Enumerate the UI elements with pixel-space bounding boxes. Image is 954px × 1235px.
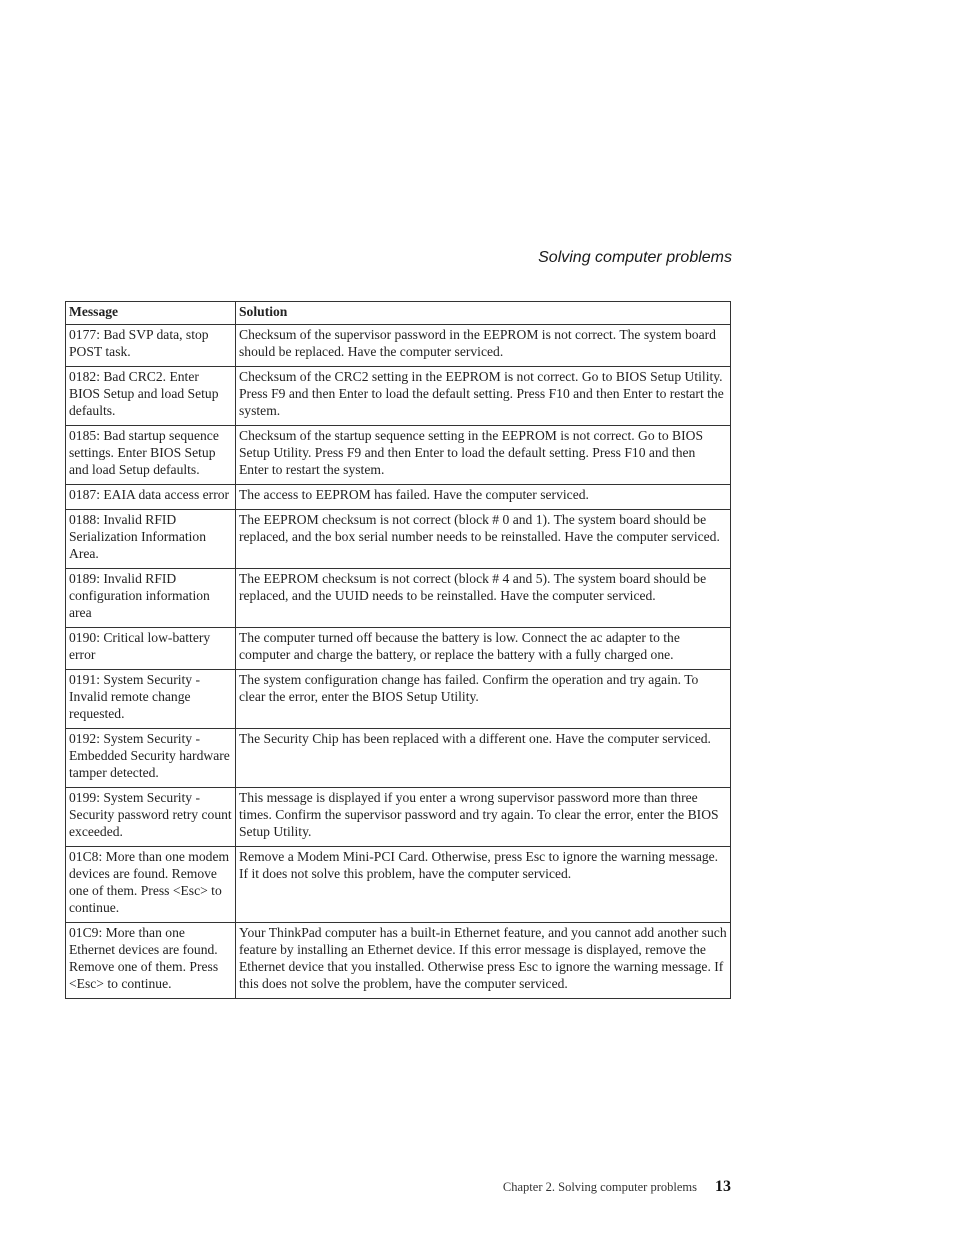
table-row xyxy=(66,670,731,729)
running-head-title: Solving computer problems xyxy=(538,249,732,266)
column-header-message: Message xyxy=(66,302,236,325)
message-cell: 0189: Invalid RFID configuration information area xyxy=(66,569,236,628)
table-row xyxy=(66,569,731,628)
column-header-solution: Solution xyxy=(236,302,731,325)
page-number: 13 xyxy=(715,1178,731,1195)
table-row xyxy=(66,729,731,788)
solution-cell: The EEPROM checksum is not correct (block # 0 and 1). The system board should be replaced, and the box serial number needs to be reinstalled. Have the computer serviced. xyxy=(236,510,731,569)
table-row xyxy=(66,923,731,999)
table-row xyxy=(66,628,731,670)
error-message-table xyxy=(65,301,731,999)
solution-cell: Checksum of the startup sequence setting in the EEPROM is not correct. Go to BIOS Setup Utility. Press F9 and then Enter to load the default setting. Press F10 and then Enter to restart the system. xyxy=(236,426,731,485)
table-body xyxy=(66,325,731,999)
message-cell: 01C9: More than one Ethernet devices are found. Remove one of them. Press <Esc> to continue. xyxy=(66,923,236,999)
table-row xyxy=(66,485,731,510)
solution-cell: Checksum of the supervisor password in the EEPROM is not correct. The system board should be replaced. Have the computer serviced. xyxy=(236,325,731,367)
table-row xyxy=(66,325,731,367)
solution-cell: The access to EEPROM has failed. Have the computer serviced. xyxy=(236,485,731,510)
solution-cell: Checksum of the CRC2 setting in the EEPROM is not correct. Go to BIOS Setup Utility. Press F9 and then Enter to load the default setting. Press F10 and then Enter to restart the system. xyxy=(236,367,731,426)
message-cell: 0182: Bad CRC2. Enter BIOS Setup and load Setup defaults. xyxy=(66,367,236,426)
table-header-row xyxy=(66,302,731,325)
solution-cell: The Security Chip has been replaced with a different one. Have the computer serviced. xyxy=(236,729,731,788)
message-cell: 0185: Bad startup sequence settings. Enter BIOS Setup and load Setup defaults. xyxy=(66,426,236,485)
solution-cell: This message is displayed if you enter a wrong supervisor password more than three times. Confirm the supervisor password and try again. To clear the error, enter the BIOS Setup Utility. xyxy=(236,788,731,847)
solution-cell: Your ThinkPad computer has a built-in Ethernet feature, and you cannot add another such feature by installing an Ethernet device. If this error message is displayed, remove the Ethernet device that you installed. Otherwise press Esc to ignore the warning message. If this does not solve the problem, have the computer serviced. xyxy=(236,923,731,999)
solution-cell: The EEPROM checksum is not correct (block # 4 and 5). The system board should be replaced, and the UUID needs to be reinstalled. Have the computer serviced. xyxy=(236,569,731,628)
table-row xyxy=(66,510,731,569)
message-cell: 0191: System Security - Invalid remote change requested. xyxy=(66,670,236,729)
message-cell: 0199: System Security - Security password retry count exceeded. xyxy=(66,788,236,847)
table-header xyxy=(66,302,731,325)
solution-cell: Remove a Modem Mini-PCI Card. Otherwise, press Esc to ignore the warning message. If it does not solve this problem, have the computer serviced. xyxy=(236,847,731,923)
table-row xyxy=(66,367,731,426)
solution-cell: The system configuration change has failed. Confirm the operation and try again. To clear the error, enter the BIOS Setup Utility. xyxy=(236,670,731,729)
message-cell: 0190: Critical low-battery error xyxy=(66,628,236,670)
message-cell: 0187: EAIA data access error xyxy=(66,485,236,510)
footer-chapter-label: Chapter 2. Solving computer problems xyxy=(502,1180,697,1194)
message-cell: 01C8: More than one modem devices are found. Remove one of them. Press <Esc> to continue. xyxy=(66,847,236,923)
table-row xyxy=(66,426,731,485)
table-row xyxy=(66,847,731,923)
message-cell: 0177: Bad SVP data, stop POST task. xyxy=(66,325,236,367)
page-footer xyxy=(503,1178,731,1196)
table-row xyxy=(66,788,731,847)
message-cell: 0188: Invalid RFID Serialization Information Area. xyxy=(66,510,236,569)
message-cell: 0192: System Security - Embedded Security hardware tamper detected. xyxy=(66,729,236,788)
solution-cell: The computer turned off because the battery is low. Connect the ac adapter to the computer and charge the battery, or replace the battery with a fully charged one. xyxy=(236,628,731,670)
